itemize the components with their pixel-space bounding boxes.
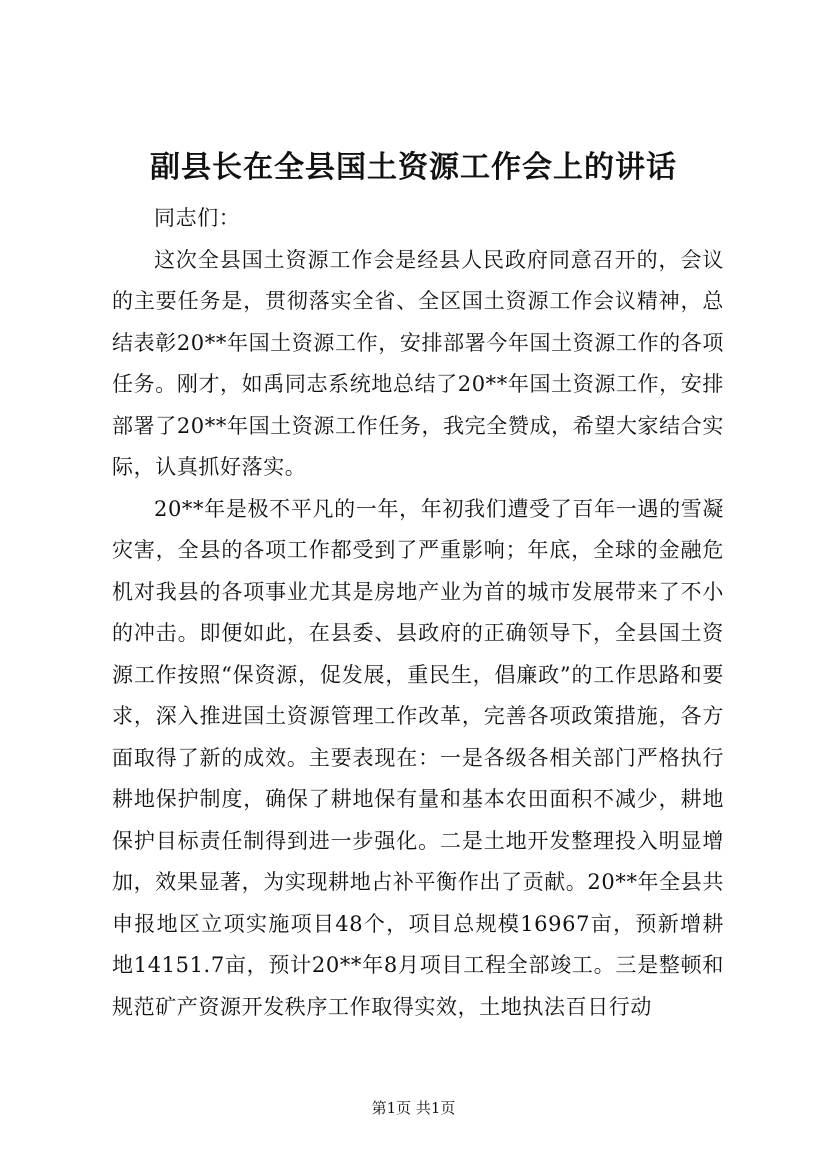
paragraph-2: 20**年是极不平凡的一年，年初我们遭受了百年一遇的雪凝灾害，全县的各项工作都受到了严重影响；年底，全球的金融危机对我县的各项事业尤其是房地产业为首的城市发展带来了不小的冲击。即便如此，在县委、县政府的正确领导下，全县国土资源工作按照“保资源，促发展，重民生，倡廉政”的工作思路和要求，深入推进国土资源管理工作改革，完善各项政策措施，各方面取得了新的成效。主要表现在：一是各级各相关部门严格执行耕地保护制度，确保了耕地保有量和基本农田面积不减少，耕地保护目标责任制得到进一步强化。二是土地开发整理投入明显增加，效果显著，为实现耕地占补平衡作出了贡献。20**年全县共申报地区立项实施项目48个，项目总规模16967亩，预新增耕地14151.7亩，预计20**年8月项目工程全部竣工。三是整顿和规范矿产资源开发秩序工作取得实效，土地执法百日行动 — [112, 496, 724, 1019]
page-number-footer: 第1页 共1页 — [371, 1099, 456, 1117]
paragraph-1: 这次全县国土资源工作会是经县人民政府同意召开的，会议的主要任务是，贯彻落实全省、全区国土资源工作会议精神，总结表彰20**年国土资源工作，安排部署今年国土资源工作的各项任务。刚才，如禹同志系统地总结了20**年国土资源工作，安排部署了20**年国土资源工作任务，我完全赞成，希望大家结合实际，认真抓好落实。 — [112, 247, 724, 479]
document-body — [112, 198, 724, 1028]
salutation: 同志们： — [154, 206, 241, 230]
document-title: 副县长在全县国土资源工作会上的讲话 — [150, 150, 677, 185]
